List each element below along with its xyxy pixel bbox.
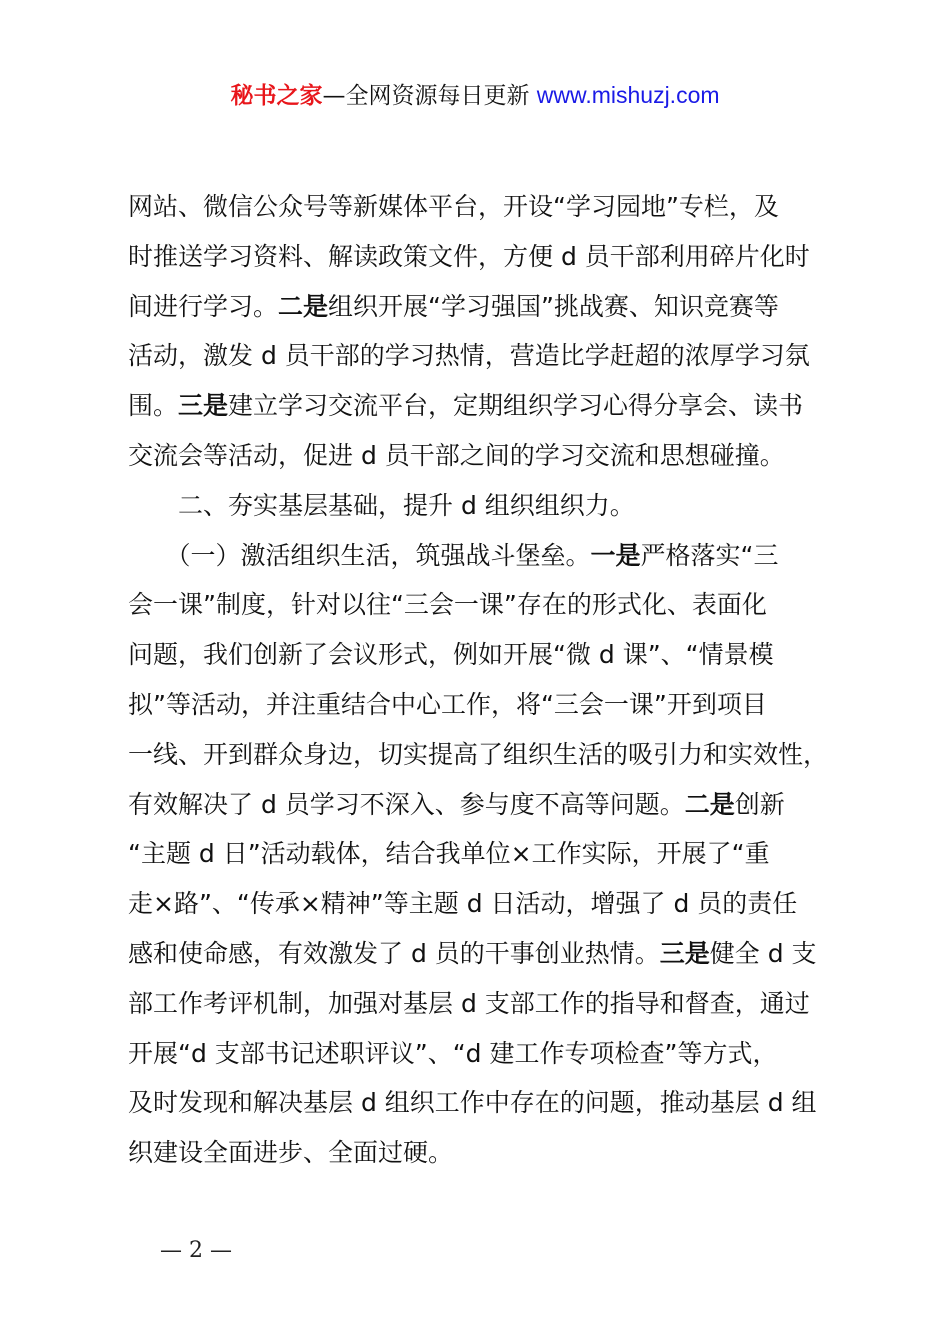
text-run: 网站、微信公众号等新媒体平台，开设“学习园地”专栏，及 — [128, 192, 779, 221]
text-run: 创新 — [734, 789, 785, 819]
text-line — [128, 481, 840, 531]
emphasis-label: 二是 — [684, 789, 735, 819]
text-run: 织建设全面进步、全面过硬。 — [128, 1138, 454, 1168]
emphasis-label: 三是 — [178, 391, 229, 421]
text-line — [128, 1128, 840, 1178]
text-run: 及时发现和解决基层 d 组织工作中存在的问题，推动基层 d 组 — [128, 1088, 817, 1118]
text-run: 一线、开到群众身边，切实提高了组织生活的吸引力和实效性， — [128, 739, 829, 769]
text-run: 围。 — [128, 391, 179, 421]
text-line — [128, 630, 840, 680]
text-line — [128, 232, 840, 282]
text-run: 部工作考评机制，加强对基层 d 支部工作的指导和督查，通过 — [128, 988, 810, 1018]
text-line — [128, 879, 840, 929]
site-url-link[interactable]: www.mishuzj.com — [536, 82, 720, 108]
text-run: 走×路”、“传承×精神”等主题 d 日活动，增强了 d 员的责任 — [128, 889, 798, 919]
emphasis-label: 一是 — [590, 540, 641, 570]
text-run: “主题 d 日”活动载体，结合我单位×工作实际，开展了“重 — [128, 839, 770, 869]
site-header — [0, 78, 950, 113]
document-body — [128, 182, 840, 1178]
text-run: 会一课”制度，针对以往“三会一课”存在的形式化、表面化 — [128, 590, 767, 620]
text-run: 活动，激发 d 员干部的学习热情，营造比学赶超的浓厚学习氛 — [128, 341, 810, 371]
text-line — [128, 1078, 840, 1128]
page-number: — 2 — — [160, 1238, 232, 1263]
text-run: 组织开展“学习强国”挑战赛、知识竞赛等 — [328, 291, 779, 321]
text-run: 二、夯实基层基础，提升 d 组织组织力。 — [128, 490, 635, 520]
text-run: （一）激活组织生活，筑强战斗堡垒。 — [128, 540, 591, 570]
text-line — [128, 431, 840, 481]
text-line — [128, 780, 840, 830]
text-line — [128, 282, 840, 332]
text-run: 建立学习交流平台，定期组织学习心得分享会、读书 — [228, 391, 804, 421]
emphasis-label: 三是 — [659, 938, 710, 968]
emphasis-label: 二是 — [278, 291, 329, 321]
header-tagline: —全网资源每日更新 — [322, 83, 537, 109]
text-run: 健全 d 支 — [709, 938, 817, 968]
brand-name: 秘书之家 — [230, 83, 323, 109]
text-run: 间进行学习。 — [128, 291, 279, 321]
text-run: 问题，我们创新了会议形式，例如开展“微 d 课”、“情景模 — [128, 640, 774, 670]
text-run: 有效解决了 d 员学习不深入、参与度不高等问题。 — [128, 789, 685, 819]
text-run: 拟”等活动，并注重结合中心工作，将“三会一课”开到项目 — [128, 689, 767, 719]
text-run: 时推送学习资料、解读政策文件，方便 d 员干部利用碎片化时 — [128, 241, 810, 271]
text-line — [128, 182, 840, 232]
text-run: 严格落实“三 — [640, 540, 779, 570]
text-line — [128, 580, 840, 630]
text-run: 交流会等活动，促进 d 员干部之间的学习交流和思想碰撞。 — [128, 440, 785, 470]
text-line — [128, 730, 840, 780]
text-line — [128, 1029, 840, 1079]
text-run: 感和使命感，有效激发了 d 员的干事创业热情。 — [128, 938, 660, 968]
text-line — [128, 381, 840, 431]
text-line — [128, 829, 840, 879]
text-line — [128, 331, 840, 381]
text-line — [128, 979, 840, 1029]
text-line — [128, 680, 840, 730]
text-line — [128, 531, 840, 581]
text-run: 开展“d 支部书记述职评议”、“d 建工作专项检查”等方式， — [128, 1038, 778, 1068]
text-line — [128, 929, 840, 979]
